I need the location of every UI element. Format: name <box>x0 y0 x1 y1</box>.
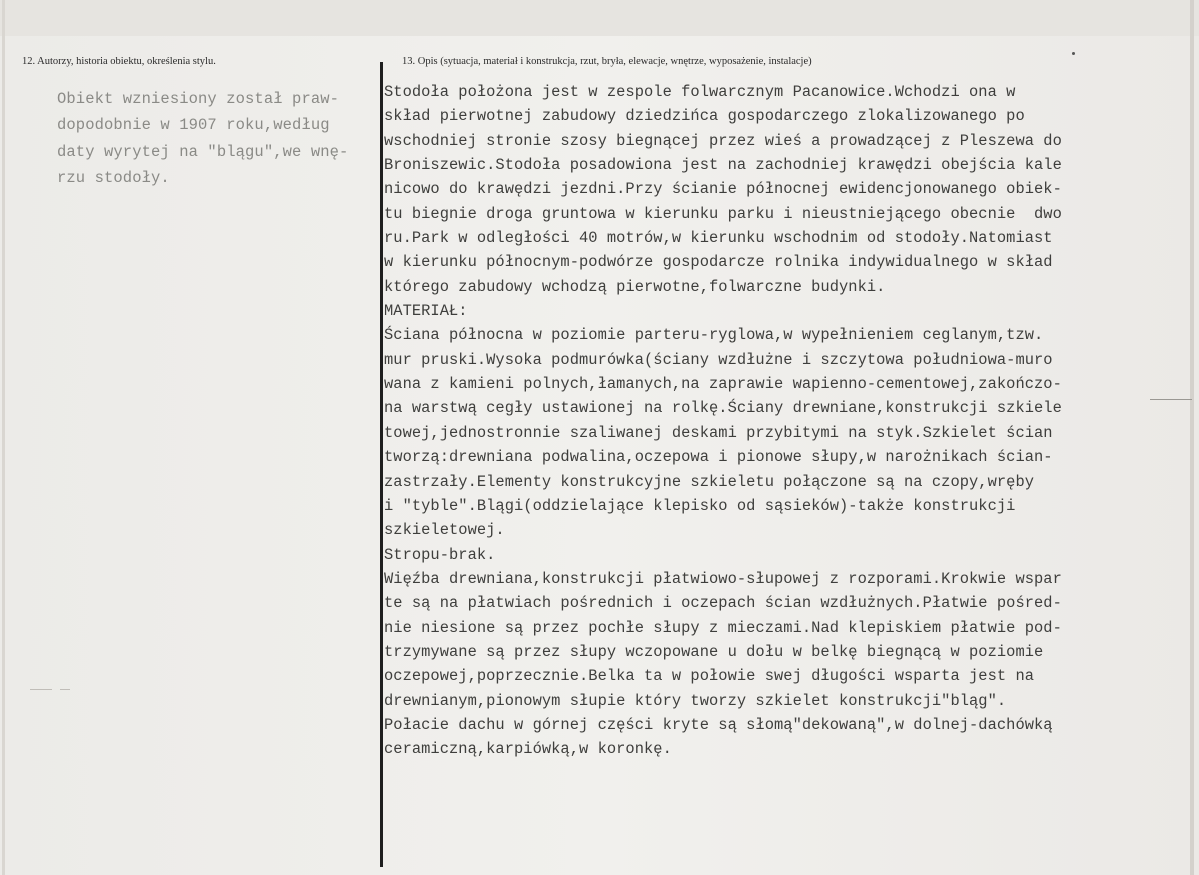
page-left-edge <box>2 0 5 875</box>
section-13-line: nie niesione są przez pochłe słupy z mieczami.Nad klepiskiem płatwie pod- <box>384 618 1062 637</box>
section-12-line: Obiekt wzniesiony został praw- <box>57 90 340 108</box>
section-12-line: dopodobnie w 1907 roku,według <box>57 116 330 135</box>
section-13-line: na warstwą cegły ustawionej na rolkę.Ściany drewniane,konstrukcji szkiele <box>384 399 1062 418</box>
ink-dot <box>1072 52 1075 55</box>
left-margin-dash <box>60 689 70 690</box>
section-13-line: Stodoła położona jest w zespole folwarcznym Pacanowice.Wchodzi ona w <box>384 83 1016 101</box>
section-13-line: szkieletowej. <box>384 521 505 540</box>
section-13-line: Połacie dachu w górnej części kryte są słomą"dekowaną",w dolnej-dachówką <box>384 715 1053 734</box>
section-13-line: nicowo do krawędzi jezdni.Przy ścianie północnej ewidencjonowanego obiek- <box>384 180 1062 199</box>
section-13-line: i "tyble".Blągi(oddzielające klepisko od sąsieków)-także konstrukcji <box>384 496 1016 515</box>
section-13-line: którego zabudowy wchodzą pierwotne,folwarczne budynki. <box>384 277 886 296</box>
section-13-line: mur pruski.Wysoka podmurówka(ściany wzdłużne i szczytowa południowa-muro <box>384 350 1053 369</box>
section-13-line: trzymywane są przez słupy wczopowane u dołu w belkę biegnącą w poziomie <box>384 642 1044 661</box>
column-divider <box>380 62 383 867</box>
section-13-heading: 13. Opis (sytuacja, materiał i konstrukcja, rzut, bryła, elewacje, wnętrze, wyposażenie, instalacje) <box>402 56 812 67</box>
section-13-body <box>384 80 1184 762</box>
section-13-line: te są na płatwiach pośrednich i oczepach ścian wzdłużnych.Płatwie pośred- <box>384 594 1062 613</box>
section-13-line: tu biegnie droga gruntowa w kierunku parku i nieustniejącego obecnie dwo <box>384 204 1062 223</box>
section-13-line: Więźba drewniana,konstrukcji płatwiowo-słupowej z rozporami.Krokwie wspar <box>384 569 1062 588</box>
section-13-line: wana z kamieni polnych,łamanych,na zaprawie wapienno-cementowej,zakończo- <box>384 375 1062 394</box>
section-13-line: wschodniej stronie szosy biegnącej przez wieś a prowadzącej z Pleszewa do <box>384 131 1062 150</box>
page-right-edge <box>1190 0 1194 875</box>
section-12-body <box>57 86 375 191</box>
section-12-line: rzu stodoły. <box>57 168 170 187</box>
section-13-line: skład pierwotnej zabudowy dziedzińca gospodarczego zlokalizowanego po <box>384 107 1025 126</box>
section-13-line: Broniszewic.Stodoła posadowiona jest na zachodniej krawędzi obejścia kale <box>384 156 1062 175</box>
section-13-line: oczepowej,poprzecznie.Belka ta w połowie swej długości wsparta jest na <box>384 667 1035 686</box>
section-13-line: MATERIAŁ: <box>384 302 468 321</box>
section-12-line: daty wyrytej na "blągu",we wnę- <box>57 142 349 161</box>
left-margin-dash <box>30 689 52 690</box>
section-13-line: Stropu-brak. <box>384 545 496 564</box>
section-13-line: towej,jednostronnie szaliwanej deskami przybitymi na styk.Szkielet ścian <box>384 423 1053 442</box>
section-12-heading: 12. Autorzy, historia obiektu, określenia stylu. <box>22 56 216 67</box>
section-13-line: ceramiczną,karpiówką,w koronkę. <box>384 740 672 759</box>
section-13-line: tworzą:drewniana podwalina,oczepowa i pionowe słupy,w narożnikach ścian- <box>384 448 1053 467</box>
section-13-line: Ściana północna w poziomie parteru-ryglowa,w wypełnieniem ceglanym,tzw. <box>384 326 1044 345</box>
section-13-line: zastrzały.Elementy konstrukcyjne szkieletu połączone są na czopy,wręby <box>384 472 1035 491</box>
section-13-line: ru.Park w odległości 40 motrów,w kierunku wschodnim od stodoły.Natomiast <box>384 229 1053 248</box>
section-13-line: drewnianym,pionowym słupie który tworzy szkielet konstrukcji"bląg". <box>384 691 1007 710</box>
section-13-line: w kierunku północnym-podwórze gospodarcze rolnika indywidualnego w skład <box>384 253 1053 272</box>
page-top-strip <box>0 0 1199 36</box>
